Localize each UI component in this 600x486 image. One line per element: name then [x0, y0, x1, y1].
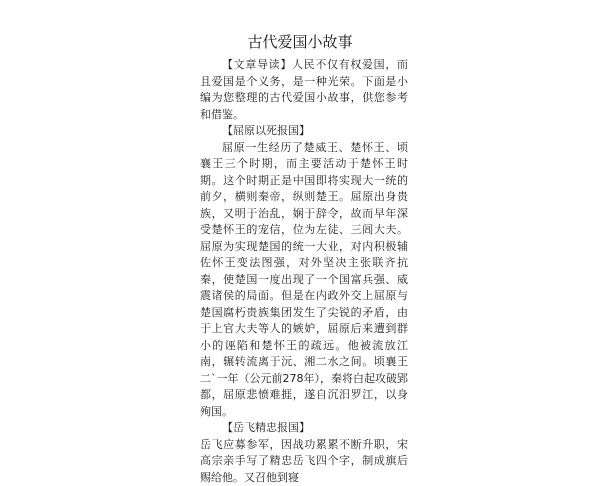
section-heading-yuefei: 【岳飞精忠报国】: [200, 420, 408, 437]
intro-paragraph: 【文章导读】人民不仅有权爱国，而且爱国是个义务，是一种光荣。下面是小编为您整理的古代爱国小故事，供您参考和借鉴。: [200, 57, 408, 123]
article-body: [200, 57, 408, 486]
page-title: 古代爱国小故事: [0, 33, 600, 51]
section-body-yuefei: 岳飞应募参军，因战功累累不断升职，宋高宗亲手写了精忠岳飞四个字，制成旗后赐给他。又召他到寝: [200, 437, 408, 486]
section-heading-quyuan: 【屈原以死报国】: [200, 123, 408, 140]
section-body-quyuan: 屈原一生经历了楚威王、楚怀王、顷襄王三个时期，而主要活动于楚怀王时期。这个时期正是中国即将实现大一统的前夕，横则秦帝，纵则楚王。屈原出身贵族，又明于治乱，娴于辞令，故而早年深受楚怀王的宠信，位为左徒、三闾大夫。屈原为实现楚国的统一大业，对内积极辅佐怀王变法图强，对外坚决主张联齐抗秦，使楚国一度出现了一个国富兵强、威震诸侯的局面。但是在内政外交上屈原与楚国腐朽贵族集团发生了尖锐的矛盾，由于上官大夫等人的嫉妒，屈原后来遭到群小的诬陷和楚怀王的疏远。他被流放江南，辗转流离于沅、湘二水之间。顷襄王二`一年（公元前278年），秦将白起攻破郢都，屈原悲愤难捱，遂自沉汨罗江，以身殉国。: [200, 140, 408, 421]
